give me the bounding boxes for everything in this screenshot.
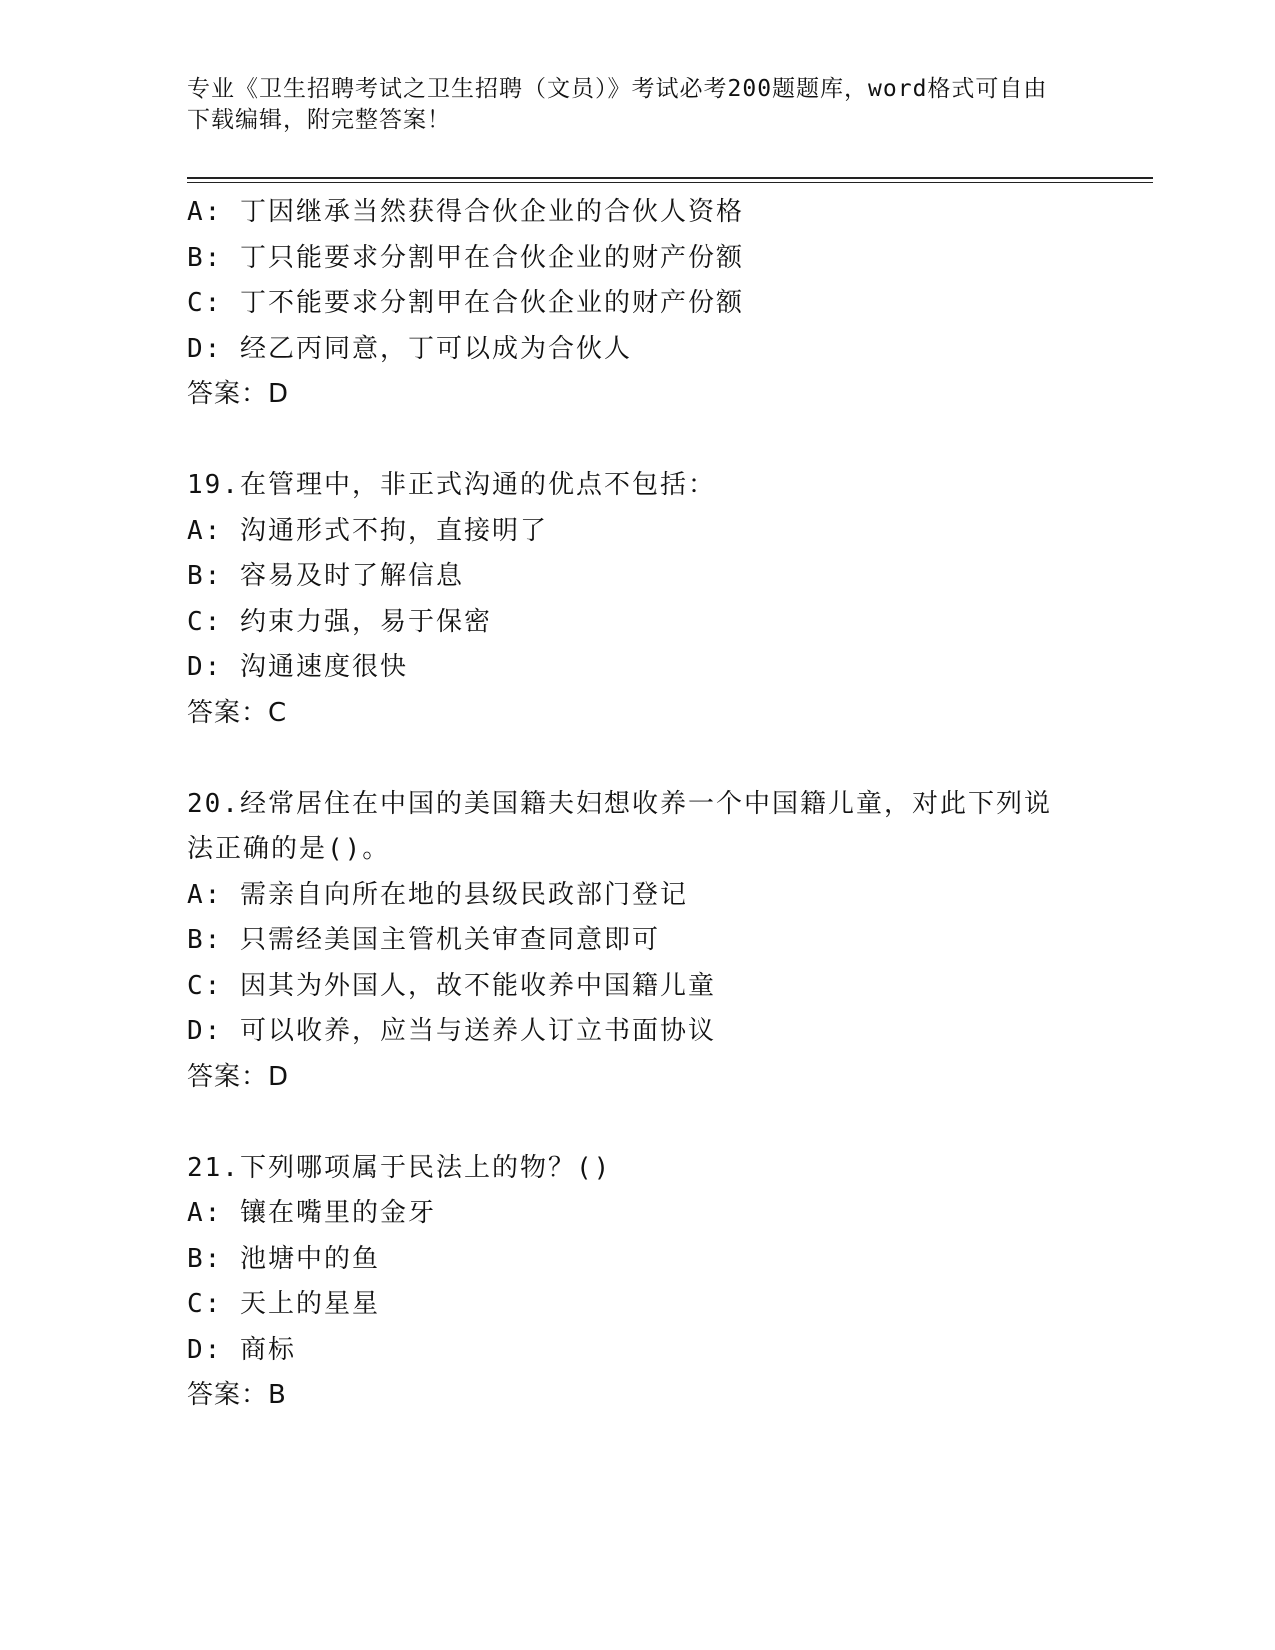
option-b: B: 只需经美国主管机关审查同意即可 [187, 925, 660, 955]
question-stem: 19.在管理中，非正式沟通的优点不包括： [187, 470, 716, 500]
spacer [187, 418, 1087, 464]
option-c: C: 丁不能要求分割甲在合伙企业的财产份额 [187, 288, 744, 318]
option-b: B: 池塘中的鱼 [187, 1243, 380, 1274]
question-18 [187, 190, 1087, 418]
option-b: B: 容易及时了解信息 [187, 561, 464, 591]
question-stem: 21.下列哪项属于民法上的物？() [187, 1152, 612, 1183]
document-header: 专业《卫生招聘考试之卫生招聘（文员）》考试必考200题题库，word格式可自由下载编辑，附完整答案！ [187, 76, 1048, 133]
spacer [187, 736, 1087, 782]
header-divider-thick [187, 177, 1153, 179]
option-a: A: 镶在嘴里的金牙 [187, 1198, 436, 1228]
question-stem-line-1: 20.经常居住在中国的美国籍夫妇想收养一个中国籍儿童，对此下列说 [187, 788, 1052, 819]
option-c: C: 约束力强，易于保密 [187, 606, 492, 637]
option-d: D: 沟通速度很快 [187, 652, 408, 682]
option-b: B: 丁只能要求分割甲在合伙企业的财产份额 [187, 242, 744, 273]
question-20 [187, 782, 1087, 1101]
option-d: D: 经乙丙同意，丁可以成为合伙人 [187, 333, 632, 364]
option-a: A: 需亲自向所在地的县级民政部门登记 [187, 879, 688, 910]
question-19 [187, 463, 1087, 736]
question-21 [187, 1146, 1087, 1419]
option-d: D: 商标 [187, 1334, 296, 1365]
answer: 答案：D [187, 1061, 290, 1092]
spacer [187, 1100, 1087, 1146]
option-c: C: 因其为外国人，故不能收养中国籍儿童 [187, 970, 716, 1001]
header-divider-thin [187, 182, 1153, 183]
question-stem-line-2: 法正确的是()。 [187, 834, 391, 864]
option-c: C: 天上的星星 [187, 1289, 380, 1319]
option-a: A: 丁因继承当然获得合伙企业的合伙人资格 [187, 197, 744, 227]
question-list [187, 190, 1087, 1419]
option-d: D: 可以收养，应当与送养人订立书面协议 [187, 1016, 716, 1046]
answer: 答案：B [187, 1380, 287, 1410]
answer: 答案：D [187, 379, 290, 409]
option-a: A: 沟通形式不拘，直接明了 [187, 515, 548, 546]
answer: 答案：C [187, 697, 288, 728]
